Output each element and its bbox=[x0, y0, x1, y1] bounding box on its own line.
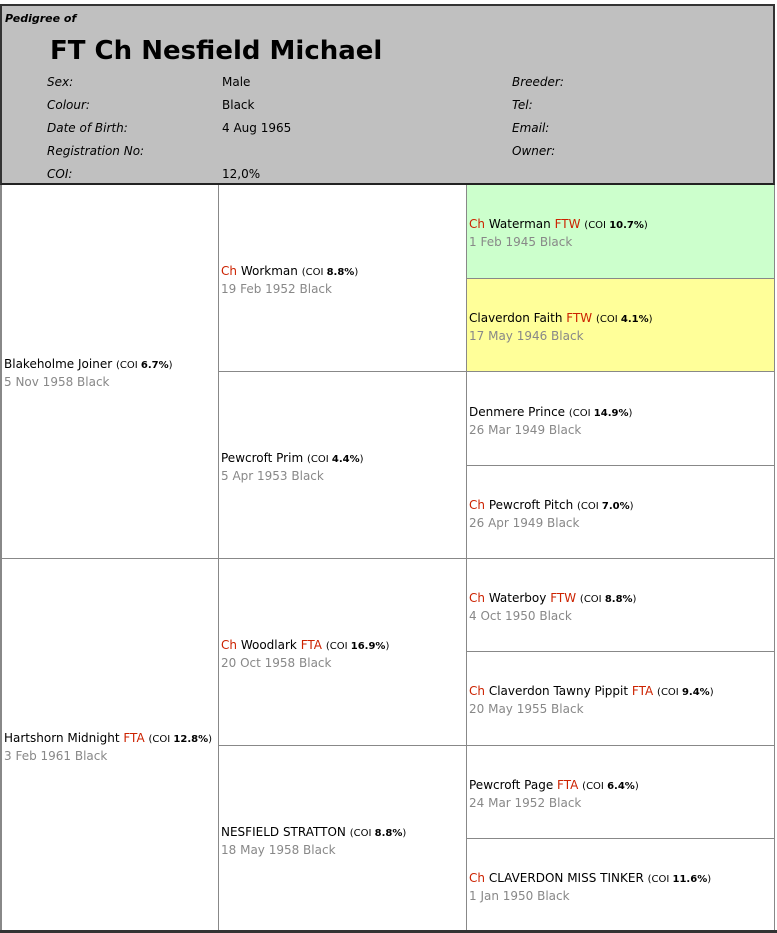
gen3-entry-0[interactable] bbox=[469, 216, 648, 250]
title-prefix: Ch bbox=[469, 498, 485, 512]
dog-name: FT Ch Nesfield Michael bbox=[50, 36, 383, 66]
gen3-entry-6[interactable] bbox=[469, 777, 639, 811]
title-suffix: FTA bbox=[631, 684, 654, 698]
gen3-entry-7[interactable] bbox=[469, 870, 711, 904]
gen2-cell-3 bbox=[219, 745, 467, 931]
gen1-entry-0[interactable] bbox=[4, 356, 173, 390]
gen3-cell-2 bbox=[467, 371, 775, 465]
coi-text: (COI 11.6%) bbox=[647, 874, 712, 885]
coi-text: (COI 8.8%) bbox=[349, 828, 407, 839]
gen1-cell-sire bbox=[0, 185, 219, 558]
dog-name-text: Pewcroft Prim bbox=[221, 451, 304, 465]
gen3-cell-0 bbox=[467, 185, 775, 278]
title-prefix: Ch bbox=[469, 217, 485, 231]
coi-text: (COI 7.0%) bbox=[577, 501, 634, 512]
gen2-entry-0[interactable] bbox=[221, 263, 358, 297]
dog-details: 1 Jan 1950 Black bbox=[469, 889, 570, 903]
dog-details: 1 Feb 1945 Black bbox=[469, 235, 573, 249]
dog-name-text: CLAVERDON MISS TINKER bbox=[488, 871, 644, 885]
coi-text: (COI 4.4%) bbox=[306, 454, 364, 465]
coi-text: (COI 12.8%) bbox=[148, 734, 213, 745]
pedigree-header bbox=[0, 4, 775, 185]
dog-name-text: NESFIELD STRATTON bbox=[221, 825, 346, 839]
gen2-cell-2 bbox=[219, 558, 467, 745]
coi-text: (COI 8.8%) bbox=[301, 267, 359, 278]
gen1-cell-dam bbox=[0, 558, 219, 931]
breeder-label: Breeder: bbox=[512, 75, 564, 89]
gen2-cell-1 bbox=[219, 371, 467, 558]
gen3-cell-7 bbox=[467, 838, 775, 931]
dog-details: 24 Mar 1952 Black bbox=[469, 796, 582, 810]
dog-name-text: Workman bbox=[240, 264, 298, 278]
dog-details: 3 Feb 1961 Black bbox=[4, 749, 108, 763]
dog-name-text: Denmere Prince bbox=[469, 405, 566, 419]
title-suffix: FTW bbox=[554, 217, 581, 231]
dog-details: 26 Apr 1949 Black bbox=[469, 516, 580, 530]
gen3-entry-2[interactable] bbox=[469, 404, 632, 438]
gen2-entry-3[interactable] bbox=[221, 824, 406, 858]
gen1-entry-1[interactable] bbox=[4, 730, 212, 764]
colour-value: Black bbox=[222, 98, 255, 112]
title-prefix: Ch bbox=[469, 684, 485, 698]
dog-details: 4 Oct 1950 Black bbox=[469, 609, 572, 623]
gen2-entry-2[interactable] bbox=[221, 637, 389, 671]
dob-label: Date of Birth: bbox=[47, 121, 128, 135]
coi-text: (COI 8.8%) bbox=[579, 594, 637, 605]
title-suffix: FTA bbox=[557, 778, 579, 792]
dog-name-text: Claverdon Tawny Pippit bbox=[488, 684, 629, 698]
gen3-entry-1[interactable] bbox=[469, 310, 653, 344]
dog-details: 5 Nov 1958 Black bbox=[4, 375, 110, 389]
title-prefix: Ch bbox=[469, 871, 485, 885]
dog-name-text: Woodlark bbox=[240, 638, 297, 652]
dog-name-text: Claverdon Faith bbox=[469, 311, 563, 325]
gen3-cell-3 bbox=[467, 465, 775, 558]
dog-details: 18 May 1958 Black bbox=[221, 843, 336, 857]
coi-value: 12,0% bbox=[222, 167, 261, 181]
title-prefix: Ch bbox=[221, 638, 237, 652]
title-suffix: FTA bbox=[123, 731, 145, 745]
coi-text: (COI 4.1%) bbox=[596, 314, 653, 325]
colour-label: Colour: bbox=[47, 98, 90, 112]
dog-details: 20 May 1955 Black bbox=[469, 702, 584, 716]
gen3-cell-6 bbox=[467, 745, 775, 838]
owner-label: Owner: bbox=[512, 144, 556, 158]
coi-text: (COI 6.4%) bbox=[582, 781, 639, 792]
gen3-entry-4[interactable] bbox=[469, 590, 636, 624]
dog-details: 5 Apr 1953 Black bbox=[221, 469, 324, 483]
gen2-cell-0 bbox=[219, 185, 467, 371]
dog-details: 26 Mar 1949 Black bbox=[469, 423, 582, 437]
coi-text: (COI 9.4%) bbox=[657, 687, 714, 698]
gen3-cell-4 bbox=[467, 558, 775, 651]
dog-name-text: Waterman bbox=[488, 217, 551, 231]
gen3-entry-5[interactable] bbox=[469, 683, 714, 717]
title-prefix: Ch bbox=[469, 591, 485, 605]
title-suffix: FTW bbox=[566, 311, 593, 325]
gen3-cell-1 bbox=[467, 278, 775, 371]
title-suffix: FTA bbox=[300, 638, 322, 652]
dog-details: 17 May 1946 Black bbox=[469, 329, 584, 343]
dog-name-text: Hartshorn Midnight bbox=[4, 731, 120, 745]
dob-value: 4 Aug 1965 bbox=[222, 121, 292, 135]
dog-details: 19 Feb 1952 Black bbox=[221, 282, 332, 296]
dog-name-text: Waterboy bbox=[488, 591, 547, 605]
coi-text: (COI 10.7%) bbox=[584, 220, 648, 231]
title-prefix: Ch bbox=[221, 264, 237, 278]
title-suffix: FTW bbox=[550, 591, 577, 605]
registration-label: Registration No: bbox=[47, 144, 145, 158]
gen2-entry-1[interactable] bbox=[221, 450, 364, 484]
email-label: Email: bbox=[512, 121, 550, 135]
coi-text: (COI 14.9%) bbox=[568, 408, 633, 419]
coi-text: (COI 6.7%) bbox=[115, 360, 173, 371]
pedigree-of-label: Pedigree of bbox=[5, 12, 77, 25]
gen3-entry-3[interactable] bbox=[469, 497, 634, 531]
dog-name-text: Pewcroft Page bbox=[469, 778, 554, 792]
dog-details: 20 Oct 1958 Black bbox=[221, 656, 332, 670]
tel-label: Tel: bbox=[512, 98, 533, 112]
gen3-cell-5 bbox=[467, 651, 775, 745]
pedigree-table bbox=[0, 185, 777, 931]
sex-value: Male bbox=[222, 75, 251, 89]
coi-label: COI: bbox=[47, 167, 73, 181]
coi-text: (COI 16.9%) bbox=[325, 641, 390, 652]
dog-name-text: Blakeholme Joiner bbox=[4, 357, 113, 371]
sex-label: Sex: bbox=[47, 75, 74, 89]
dog-name-text: Pewcroft Pitch bbox=[488, 498, 574, 512]
